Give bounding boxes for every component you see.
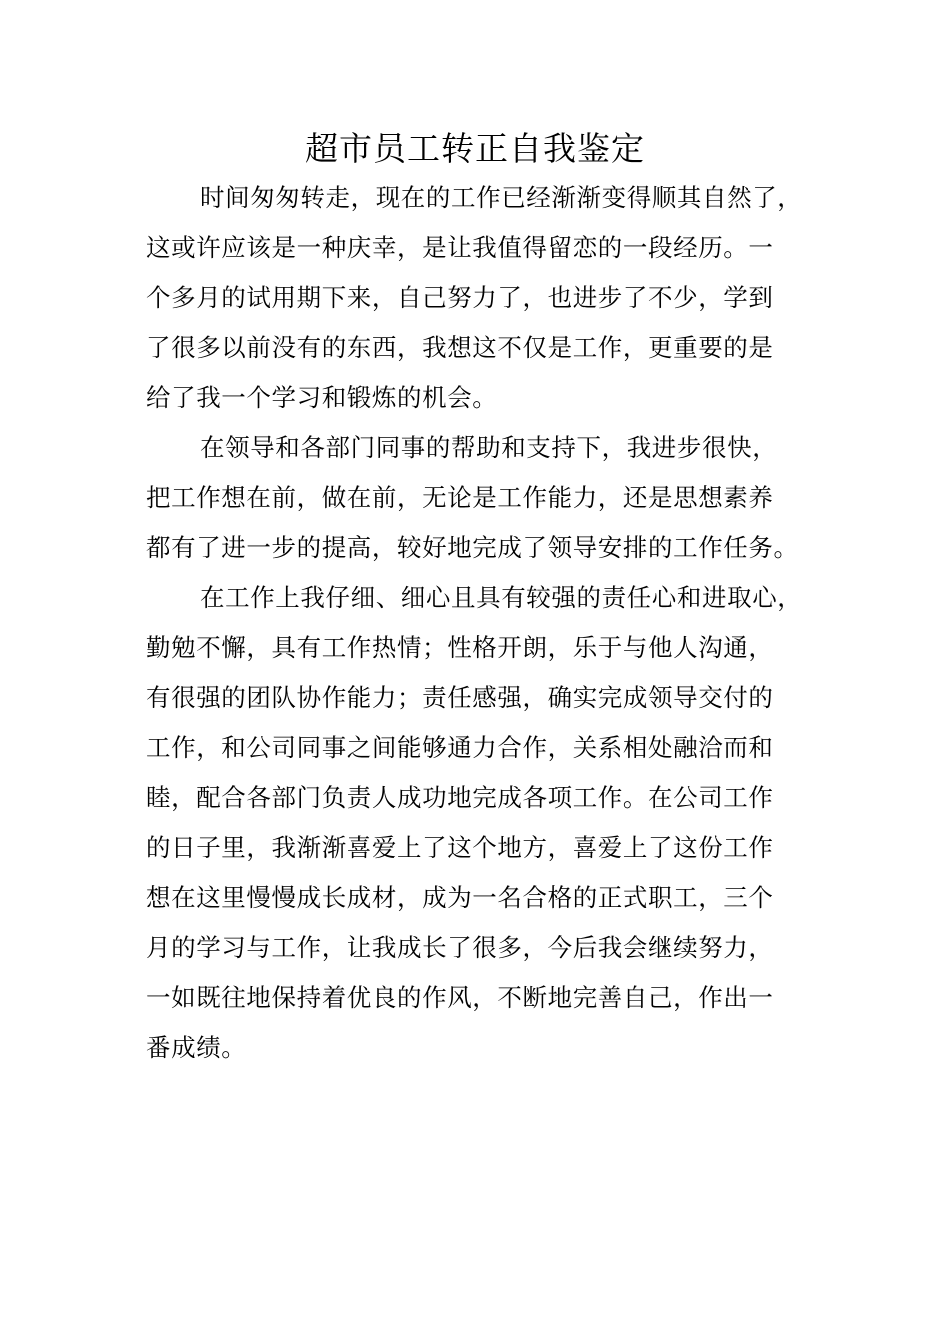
paragraph-3-line-7: 想在这里慢慢成长成材，成为一名合格的正式职工，三个: [146, 883, 774, 912]
paragraph-3-line-3: 有很强的团队协作能力；责任感强，确实完成领导交付的: [146, 683, 774, 712]
paragraph-3-line-10: 番成绩。: [146, 1033, 247, 1062]
paragraph-1-line-4: 了很多以前没有的东西，我想这不仅是工作，更重要的是: [146, 333, 774, 362]
paragraph-1-line-2: 这或许应该是一种庆幸，是让我值得留恋的一段经历。一: [146, 233, 774, 262]
paragraph-1-line-1: 时间匆匆转走，现在的工作已经渐渐变得顺其自然了，: [200, 183, 803, 212]
paragraph-2-line-2: 把工作想在前，做在前，无论是工作能力，还是思想素养: [146, 483, 774, 512]
paragraph-3-line-9: 一如既往地保持着优良的作风，不断地完善自己，作出一: [146, 983, 774, 1012]
paragraph-2-line-3: 都有了进一步的提高，较好地完成了领导安排的工作任务。: [146, 533, 799, 562]
paragraph-1-line-5: 给了我一个学习和锻炼的机会。: [146, 383, 498, 412]
paragraph-3-line-2: 勤勉不懈，具有工作热情；性格开朗，乐于与他人沟通，: [146, 633, 774, 662]
paragraph-3-line-5: 睦，配合各部门负责人成功地完成各项工作。在公司工作: [146, 783, 774, 812]
paragraph-3-line-8: 月的学习与工作，让我成长了很多，今后我会继续努力，: [146, 933, 774, 962]
paragraph-3-line-4: 工作，和公司同事之间能够通力合作，关系相处融洽而和: [146, 733, 774, 762]
paragraph-3-line-6: 的日子里，我渐渐喜爱上了这个地方，喜爱上了这份工作: [146, 833, 774, 862]
paragraph-1-line-3: 个多月的试用期下来，自己努力了，也进步了不少，学到: [146, 283, 774, 312]
paragraph-3-line-1: 在工作上我仔细、细心且具有较强的责任心和进取心，: [200, 583, 803, 612]
paragraph-2-line-1: 在领导和各部门同事的帮助和支持下，我进步很快，: [200, 433, 778, 462]
document-title: 超市员工转正自我鉴定: [305, 129, 645, 168]
